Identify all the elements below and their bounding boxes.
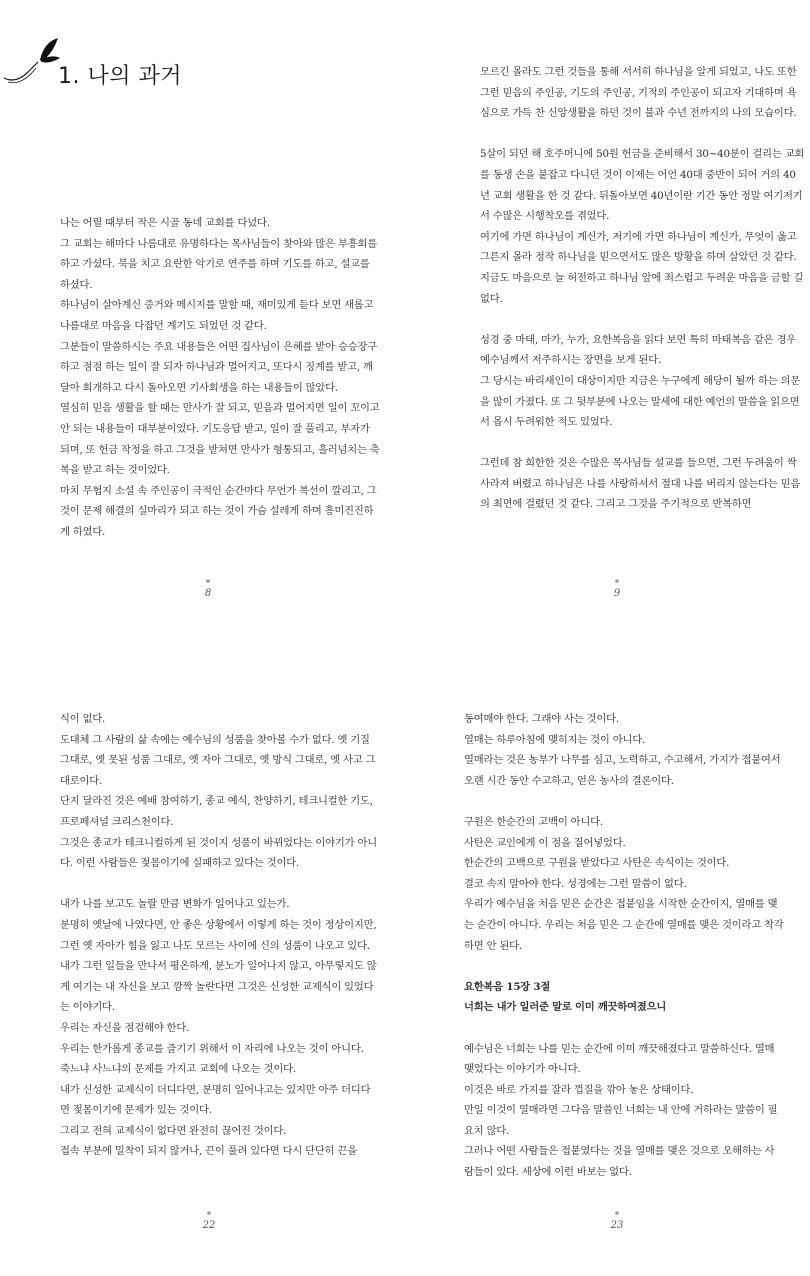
paragraph: 내가 그런 일들을 만나서 평온하게, 분노가 일어나지 않고, 아무렇지도 않게 여기는 내 자신을 보고 깜짝 놀란다면 그것은 신성한 교제식이 있었다는 이야기다. bbox=[60, 960, 377, 1014]
paragraph: 접속 부분에 밀착이 되지 않거나, 끈이 풀려 있다면 다시 단단히 끈을 bbox=[60, 1145, 357, 1158]
page-9 bbox=[405, 0, 810, 638]
paragraph: 이것은 바로 가지를 잘라 껍질을 깎아 놓은 상태이다. bbox=[464, 1083, 694, 1096]
paragraph: 우리가 예수님을 처음 믿은 순간은 접붙임을 시작한 순간이지, 열매를 맺는 순간이 아니다. 우리는 처음 믿은 그 순간에 열매를 맺은 것이라고 착각하면 안 된다. bbox=[464, 898, 784, 952]
body-text bbox=[480, 62, 805, 515]
paragraph: 그리고 전혀 교제식이 없다면 완전히 끊어진 것이다. bbox=[60, 1124, 287, 1137]
paragraph: 열매는 하루아침에 맺히지는 것이 아니다. bbox=[464, 733, 646, 746]
paragraph: 열심히 믿음 생활을 할 때는 만사가 잘 되고, 믿음과 멀어지면 일이 꼬이고 안 되는 내용들이 대부분이었다. 기도응답 받고, 일이 잘 풀리고, 부자가 되며, 또 헌금 작정을 하고 그것을 받쳐면 만사가 형통되고, 흘러넘치는 축복을 받고 하는 것이었다. bbox=[60, 402, 380, 477]
body-text bbox=[60, 213, 380, 543]
star-ornament-icon: * bbox=[205, 579, 211, 589]
page-8 bbox=[0, 0, 405, 638]
page-22 bbox=[0, 638, 405, 1276]
paragraph: 여기에 가면 하나님이 계신가, 저기에 가면 하나님이 계신가, 무엇이 옳고 그른지 몰라 정작 하나님을 믿으면서도 많은 방황을 하며 살았던 것 같다. 지금도 마음으로 늘 허전하고 하나님 앞에 죄스럽고 두려운 마음을 금할 길 없다. bbox=[480, 230, 804, 305]
paragraph: 도대체 그 사람의 삶 속에는 예수님의 성품을 찾아볼 수가 없다. 옛 기질 그대로, 옛 못된 성품 그대로, 옛 자아 그대로, 옛 방식 그대로, 옛 사고 그대로이다. bbox=[60, 733, 376, 787]
paragraph: 성경 중 마태, 마가, 누가, 요한복음을 읽다 보면 특히 마태복음 같은 경우 예수님께서 저주하시는 장면을 보게 된다. bbox=[480, 333, 796, 367]
chapter-heading: 1. 나의 과거 bbox=[58, 64, 182, 89]
paragraph: 그분들이 말씀하시는 주요 내용들은 어떤 집사님이 은혜를 받아 승승장구하고 점점 하는 일이 잘 되자 하나님과 멀어지고, 또다시 징계를 받고, 깨달아 회개하고 다시 돌아오면 기사회생을 하는 내용들이 많았다. bbox=[60, 340, 377, 394]
page-number: * 8 bbox=[188, 580, 228, 599]
paragraph: 동여매야 한다. 그래야 사는 것이다. bbox=[464, 713, 619, 725]
page-number: * 22 bbox=[189, 1212, 229, 1231]
paragraph: 내가 나를 보고도 놀랄 만큼 변화가 일어나고 있는가. bbox=[60, 898, 290, 911]
paragraph: 5살이 되던 해 호주머니에 50원 헌금을 준비해서 30~40분이 걸리는 교회를 동생 손을 붙잡고 다니던 것이 이제는 어언 40대 중반이 되어 거의 40년 교회 생활을 한 것 같다. 뒤돌아보면 40년이란 기간 동안 정말 여기저기서 수많은 시행착오를 겪었다. bbox=[480, 148, 805, 223]
scripture-reference: 요한복음 15장 3절 bbox=[464, 980, 551, 993]
paragraph: 모르긴 몰라도 그런 것들을 통해 서서히 하나님을 알게 되었고, 나도 또한 그런 믿음의 주인공, 기도의 주인공, 기적의 주인공이 되고자 기대하며 욕심으로 가득 찬 신앙생활을 하던 것이 불과 수년 전까지의 나의 모습이다. bbox=[480, 66, 797, 120]
paragraph: 하나님이 살아계신 증거와 메시지를 말할 때, 재미있게 듣다 보면 새롭고 나름대로 마음을 다잡던 계기도 되었던 것 같다. bbox=[60, 299, 374, 332]
paragraph: 마치 무협지 소설 속 주인공이 극적인 순간마다 무언가 복선이 깔리고, 그것이 문제 해결의 실마리가 되고 하는 것이 가슴 설레게 하며 흥미진진하게 하였다. bbox=[60, 484, 377, 538]
paragraph: 사탄은 교인에게 이 점을 질어넣었다. bbox=[464, 836, 626, 849]
paragraph: 그런데 참 희한한 것은 수많은 목사님들 설교를 들으면, 그런 두려움이 싹 사라져 버렸고 하나님은 나를 사랑하셔서 절대 나를 버리지 않는다는 믿음의 최면에 걸렸던 것 같다. 그리고 그것을 주기적으로 반복하면 bbox=[480, 457, 801, 511]
scripture-quote: 너희는 내가 일러준 말로 이미 깨끗하여졌으니 bbox=[464, 1001, 667, 1014]
star-ornament-icon: * bbox=[614, 1211, 620, 1221]
paragraph: 분명히 옛날에 나였다면, 안 좋은 상황에서 이렇게 하는 것이 정상이지만, 그런 옛 자아가 힘을 잃고 나도 모르는 사이에 신의 성품이 나오고 있다. bbox=[60, 918, 377, 952]
page-number: * 9 bbox=[597, 580, 637, 599]
paragraph: 우리는 한가롭게 종교를 즐기기 위해서 이 자리에 나오는 것이 아니다. bbox=[60, 1042, 364, 1055]
paragraph: 그것은 종교가 테크니컬하게 된 것이지 성품이 바뀌었다는 이야기가 아니다. 이런 사람들은 젖몸이기에 실패하고 있다는 것이다. bbox=[60, 836, 377, 870]
paragraph: 열매라는 것은 농부가 나무를 심고, 노력하고, 수고해서, 가지가 접붙여서 오랜 시간 동안 수고하고, 얻은 농사의 결론이다. bbox=[464, 754, 781, 787]
paragraph: 단지 달라진 것은 예배 참여하기, 종교 예식, 찬양하기, 테크니컬한 기도, 프로페셔널 크리스천이다. bbox=[60, 795, 373, 828]
page-23 bbox=[405, 638, 810, 1276]
paragraph: 나는 어릴 때부터 작은 시골 동네 교회를 다녔다. bbox=[60, 217, 270, 229]
paragraph: 우리는 자신을 점검해야 한다. bbox=[60, 1021, 190, 1034]
paragraph: 그 당시는 바리새인이 대상이지만 지금은 누구에게 해당이 될까 하는 의문을 많이 가졌다. 또 그 뒷부분에 나오는 말세에 대한 예언의 말씀을 읽으면서 몹시 두려워한 적도 있었다. bbox=[480, 374, 801, 429]
body-text bbox=[60, 709, 378, 1162]
paragraph: 내가 신성한 교제식이 더디다면, 분명히 일어나고는 있지만 아주 더디다면 젖몸이기에 문제가 있는 것이다. bbox=[60, 1083, 371, 1117]
page-number: * 23 bbox=[597, 1212, 637, 1231]
paragraph: 죽느냐 사느냐의 문제를 가지고 교회에 나오는 것이다. bbox=[60, 1063, 296, 1076]
paragraph: 예수님은 너희는 나를 믿는 순간에 이미 깨끗해졌다고 말씀하신다. 열매 맺었다는 이야기가 아니다. bbox=[464, 1042, 775, 1076]
paragraph: 결코 속지 말아야 한다. 성경에는 그런 말씀이 없다. bbox=[464, 877, 687, 890]
paragraph: 만일 이것이 열매라면 그다음 말씀인 너희는 내 안에 거하라는 말씀이 필요치 않다. bbox=[464, 1104, 778, 1137]
star-ornament-icon: * bbox=[206, 1211, 212, 1221]
body-text bbox=[464, 709, 784, 1183]
paragraph: 그 교회는 해마다 나름대로 유명하다는 목사님들이 찾아와 많은 부흥회를 하고 가셨다. 북을 치고 요란한 악기로 연주를 하며 기도를 하고, 설교를 하셨다. bbox=[60, 237, 377, 291]
paragraph: 한순간의 고백으로 구원을 받았다고 사탄은 속식이는 것이다. bbox=[464, 857, 730, 870]
paragraph: 그러나 어떤 사람들은 접붙였다는 것을 열매를 맺은 것으로 오해하는 사람들이 있다. 세상에 이런 바보는 없다. bbox=[464, 1145, 775, 1179]
paragraph: 식이 없다. bbox=[60, 713, 106, 725]
star-ornament-icon: * bbox=[614, 579, 620, 589]
paragraph: 구원은 한순간의 고백이 아니다. bbox=[464, 815, 603, 828]
